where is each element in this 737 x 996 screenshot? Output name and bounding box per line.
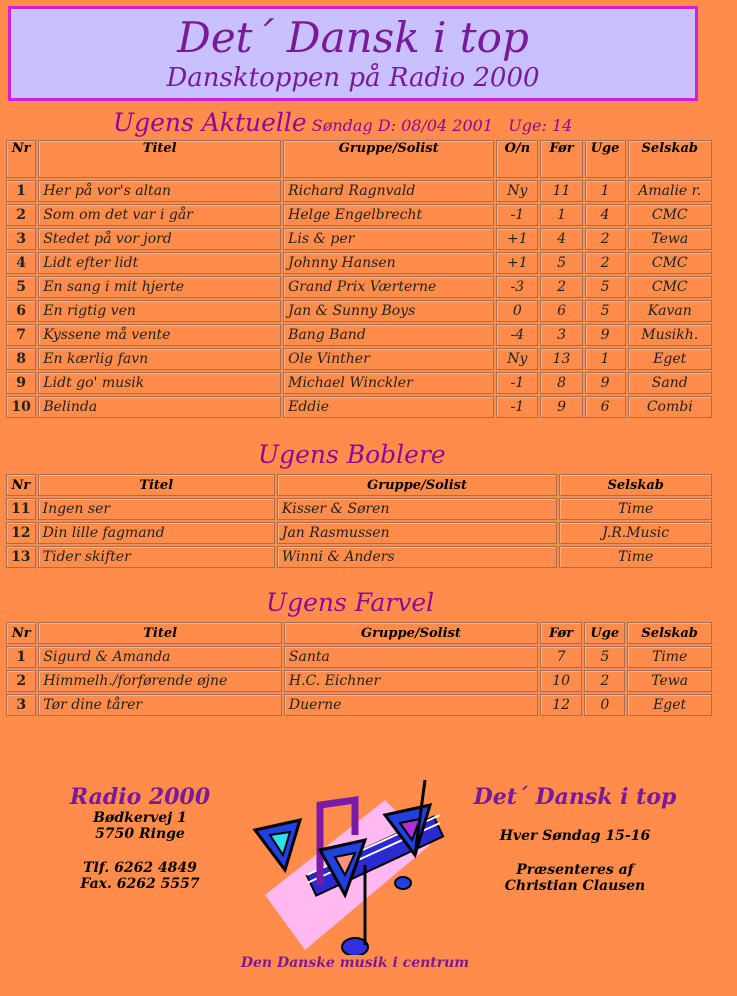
section-week: Uge: 14 [508, 116, 573, 135]
cell-gruppe: Jan & Sunny Boys [283, 300, 494, 322]
cell-selskab: CMC [628, 204, 713, 226]
section-farvel-heading [266, 588, 434, 617]
table-row [6, 324, 712, 346]
cell-nr: 7 [6, 324, 36, 346]
table-row [6, 522, 712, 544]
page-subtitle: Dansktoppen på Radio 2000 [166, 63, 540, 93]
table-row [6, 180, 712, 202]
cell-selskab: Time [559, 498, 712, 520]
column-header: Titel [38, 474, 275, 496]
slogan: Den Danske musik i centrum [240, 955, 470, 971]
table-row [6, 694, 712, 716]
cell-selskab: Combi [628, 396, 713, 418]
section-title: Ugens Farvel [266, 588, 435, 617]
section-boblere-heading [258, 440, 446, 469]
cell-for: 8 [540, 372, 582, 394]
table-row [6, 252, 712, 274]
cell-uge: 9 [585, 372, 626, 394]
cell-selskab: CMC [628, 252, 713, 274]
cell-uge: 5 [584, 646, 625, 668]
cell-nr: 4 [6, 252, 36, 274]
page-title: Det´ Dansk i top [177, 13, 529, 62]
cell-titel: Her på vor's altan [38, 180, 281, 202]
cell-titel: Stedet på vor jord [38, 228, 281, 250]
cell-titel: Tør dine tårer [38, 694, 281, 716]
cell-for: 5 [540, 252, 582, 274]
cell-titel: Belinda [38, 396, 281, 418]
boblere-table [4, 472, 714, 570]
cell-selskab: Tewa [627, 670, 712, 692]
fax: Fax. 6262 5557 [80, 876, 200, 892]
section-aktuelle-heading [113, 108, 572, 137]
cell-selskab: Time [559, 546, 712, 568]
cell-nr: 6 [6, 300, 36, 322]
address-line1: Bødkervej 1 [93, 810, 187, 826]
cell-for: 2 [540, 276, 582, 298]
cell-nr: 3 [6, 228, 36, 250]
cell-titel: Kyssene må vente [38, 324, 281, 346]
footer-left [40, 784, 240, 892]
cell-titel: Din lille fagmand [38, 522, 275, 544]
table-row [6, 228, 712, 250]
cell-gruppe: Grand Prix Værterne [283, 276, 494, 298]
cell-titel: Ingen ser [38, 498, 275, 520]
column-header: Nr [6, 140, 36, 178]
cell-uge: 2 [585, 252, 626, 274]
cell-for: 11 [540, 180, 582, 202]
cell-uge: 6 [585, 396, 626, 418]
farvel-table [4, 620, 714, 718]
column-header: Titel [38, 622, 281, 644]
cell-gruppe: Ole Vinther [283, 348, 494, 370]
presenter-name: Christian Clausen [504, 878, 646, 894]
cell-titel: Himmelh./forførende øjne [38, 670, 281, 692]
phone: Tlf. 6262 4849 [83, 860, 197, 876]
cell-uge: 2 [584, 670, 625, 692]
table-row [6, 546, 712, 568]
column-header: Selskab [628, 140, 713, 178]
cell-gruppe: Kisser & Søren [277, 498, 558, 520]
cell-nr: 1 [6, 646, 36, 668]
cell-nr: 13 [6, 546, 36, 568]
footer-right [460, 784, 690, 894]
cell-uge: 9 [585, 324, 626, 346]
cell-for: 13 [540, 348, 582, 370]
cell-nr: 2 [6, 204, 36, 226]
cell-titel: Lidt go' musik [38, 372, 281, 394]
cell-uge: 4 [585, 204, 626, 226]
cell-selskab: CMC [628, 276, 713, 298]
cell-on: +1 [496, 228, 538, 250]
cell-titel: Lidt efter lidt [38, 252, 281, 274]
cell-nr: 5 [6, 276, 36, 298]
show-name: Det´ Dansk i top [473, 784, 677, 810]
cell-for: 10 [540, 670, 582, 692]
cell-selskab: Amalie r. [628, 180, 713, 202]
cell-uge: 5 [585, 300, 626, 322]
table-row [6, 646, 712, 668]
aktuelle-table [4, 138, 714, 420]
cell-titel: Tider skifter [38, 546, 275, 568]
cell-titel: Som om det var i går [38, 204, 281, 226]
cell-on: -4 [496, 324, 538, 346]
section-date: Søndag D: 08/04 2001 [311, 116, 494, 135]
cell-gruppe: H.C. Eichner [284, 670, 538, 692]
column-header: Før [540, 622, 582, 644]
column-header: Gruppe/Solist [284, 622, 538, 644]
column-header: Før [540, 140, 582, 178]
cell-uge: 0 [584, 694, 625, 716]
presenter-label: Præsenteres af [516, 862, 634, 878]
page-header [8, 6, 698, 101]
table-row [6, 396, 712, 418]
table-row [6, 498, 712, 520]
cell-on: 0 [496, 300, 538, 322]
table-row [6, 372, 712, 394]
table-row [6, 348, 712, 370]
cell-for: 7 [540, 646, 582, 668]
cell-gruppe: Michael Winckler [283, 372, 494, 394]
cell-nr: 10 [6, 396, 36, 418]
cell-selskab: Kavan [628, 300, 713, 322]
cell-on: Ny [496, 180, 538, 202]
column-header: O/n [496, 140, 538, 178]
column-header: Uge [585, 140, 626, 178]
column-header: Nr [6, 622, 36, 644]
cell-uge: 2 [585, 228, 626, 250]
cell-gruppe: Duerne [284, 694, 538, 716]
cell-on: +1 [496, 252, 538, 274]
cell-selskab: Eget [627, 694, 712, 716]
cell-for: 9 [540, 396, 582, 418]
cell-gruppe: Jan Rasmussen [277, 522, 558, 544]
cell-nr: 12 [6, 522, 36, 544]
column-header: Uge [584, 622, 625, 644]
cell-selskab: Musikh. [628, 324, 713, 346]
cell-gruppe: Richard Ragnvald [283, 180, 494, 202]
cell-on: -1 [496, 372, 538, 394]
cell-gruppe: Johnny Hansen [283, 252, 494, 274]
cell-gruppe: Santa [284, 646, 538, 668]
column-header: Titel [38, 140, 281, 178]
cell-uge: 5 [585, 276, 626, 298]
cell-on: -3 [496, 276, 538, 298]
column-header: Selskab [559, 474, 712, 496]
cell-nr: 11 [6, 498, 36, 520]
column-header: Nr [6, 474, 36, 496]
cell-gruppe: Bang Band [283, 324, 494, 346]
cell-gruppe: Winni & Anders [277, 546, 558, 568]
cell-for: 1 [540, 204, 582, 226]
cell-selskab: Tewa [628, 228, 713, 250]
column-header: Gruppe/Solist [277, 474, 558, 496]
music-notes-logo-icon [245, 775, 445, 955]
cell-gruppe: Lis & per [283, 228, 494, 250]
cell-on: Ny [496, 348, 538, 370]
cell-titel: En rigtig ven [38, 300, 281, 322]
cell-gruppe: Helge Engelbrecht [283, 204, 494, 226]
cell-selskab: Time [627, 646, 712, 668]
cell-for: 12 [540, 694, 582, 716]
schedule: Hver Søndag 15-16 [499, 828, 651, 844]
cell-on: -1 [496, 204, 538, 226]
cell-gruppe: Eddie [283, 396, 494, 418]
cell-nr: 8 [6, 348, 36, 370]
table-row [6, 276, 712, 298]
column-header: Gruppe/Solist [283, 140, 494, 178]
cell-titel: En kærlig favn [38, 348, 281, 370]
cell-selskab: Sand [628, 372, 713, 394]
address-line2: 5750 Ringe [95, 826, 185, 842]
section-title: Ugens Aktuelle [113, 108, 307, 137]
cell-selskab: Eget [628, 348, 713, 370]
cell-nr: 1 [6, 180, 36, 202]
table-row [6, 300, 712, 322]
section-title: Ugens Boblere [258, 440, 446, 469]
cell-for: 4 [540, 228, 582, 250]
cell-for: 6 [540, 300, 582, 322]
cell-nr: 9 [6, 372, 36, 394]
cell-titel: En sang i mit hjerte [38, 276, 281, 298]
cell-titel: Sigurd & Amanda [38, 646, 281, 668]
cell-nr: 3 [6, 694, 36, 716]
column-header: Selskab [627, 622, 712, 644]
cell-nr: 2 [6, 670, 36, 692]
cell-selskab: J.R.Music [559, 522, 712, 544]
cell-uge: 1 [585, 180, 626, 202]
cell-for: 3 [540, 324, 582, 346]
station-name: Radio 2000 [69, 784, 211, 810]
cell-on: -1 [496, 396, 538, 418]
table-row [6, 670, 712, 692]
cell-uge: 1 [585, 348, 626, 370]
table-row [6, 204, 712, 226]
